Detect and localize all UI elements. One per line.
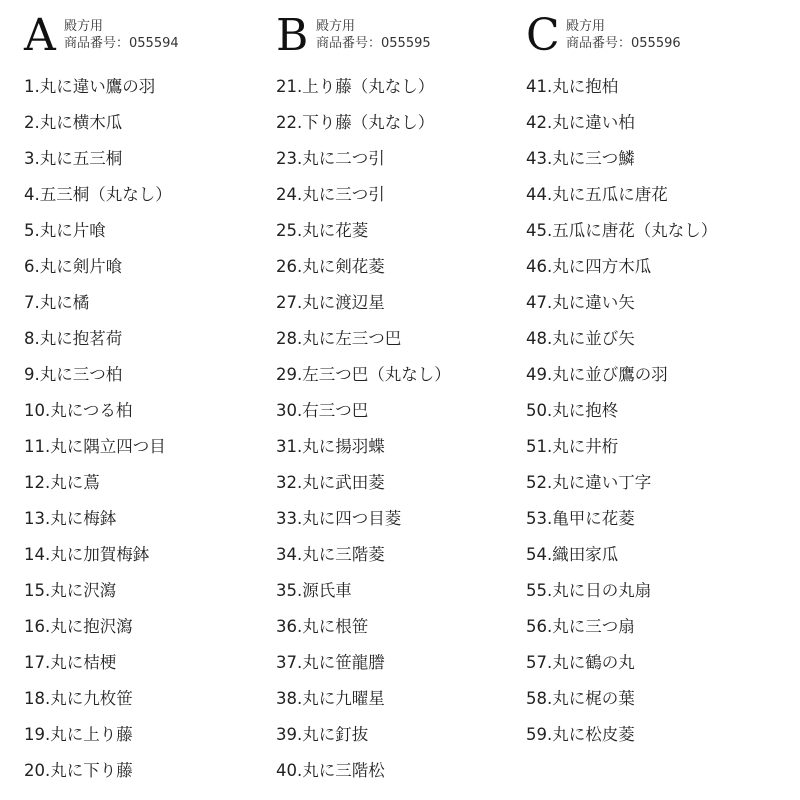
- list-item: 22.下り藤（丸なし）: [276, 113, 435, 132]
- list-item: 36.丸に根笹: [276, 617, 369, 636]
- list-item: 9.丸に三つ柏: [24, 365, 123, 384]
- list-item: 4.五三桐（丸なし）: [24, 185, 172, 204]
- item-list: [526, 69, 717, 753]
- list-item: 34.丸に三階菱: [276, 545, 385, 564]
- item-list: [24, 69, 172, 789]
- product-code: 商品番号：055596: [566, 36, 681, 51]
- list-item: 43.丸に三つ鱗: [526, 149, 635, 168]
- list-item: 8.丸に抱茗荷: [24, 329, 123, 348]
- list-item: 10.丸につる柏: [24, 401, 133, 420]
- list-item: 51.丸に井桁: [526, 437, 619, 456]
- list-item: 21.上り藤（丸なし）: [276, 77, 435, 96]
- list-item: 32.丸に武田菱: [276, 473, 385, 492]
- name-label: 殿方用: [316, 19, 356, 34]
- list-item: 14.丸に加賀梅鉢: [24, 545, 150, 564]
- list-item: 6.丸に剣片喰: [24, 257, 123, 276]
- list-item: 7.丸に橘: [24, 293, 90, 312]
- list-item: 57.丸に鶴の丸: [526, 653, 635, 672]
- list-item: 39.丸に釘抜: [276, 725, 369, 744]
- column-meta: [316, 18, 431, 52]
- list-item: 28.丸に左三つ巴: [276, 329, 402, 348]
- product-code: 商品番号：055595: [316, 36, 431, 51]
- list-item: 55.丸に日の丸扇: [526, 581, 652, 600]
- list-item: 44.丸に五瓜に唐花: [526, 185, 668, 204]
- list-item: 56.丸に三つ扇: [526, 617, 635, 636]
- list-item: 3.丸に五三桐: [24, 149, 123, 168]
- column-meta: [566, 18, 681, 52]
- list-item: 58.丸に梶の葉: [526, 689, 635, 708]
- column-letter: A: [24, 10, 56, 61]
- list-item: 46.丸に四方木瓜: [526, 257, 652, 276]
- column-meta: [64, 18, 179, 52]
- list-item: 59.丸に松皮菱: [526, 725, 635, 744]
- list-item: 16.丸に抱沢瀉: [24, 617, 133, 636]
- list-item: 40.丸に三階松: [276, 761, 385, 780]
- list-item: 31.丸に揚羽蝶: [276, 437, 385, 456]
- list-item: 11.丸に隅立四つ目: [24, 437, 166, 456]
- list-item: 13.丸に梅鉢: [24, 509, 117, 528]
- column-a: [24, 10, 274, 780]
- list-item: 42.丸に違い柏: [526, 113, 635, 132]
- item-list: [276, 69, 451, 789]
- list-item: 17.丸に桔梗: [24, 653, 117, 672]
- list-item: 47.丸に違い矢: [526, 293, 635, 312]
- list-item: 52.丸に違い丁字: [526, 473, 652, 492]
- column-header: [526, 10, 776, 64]
- list-item: 24.丸に三つ引: [276, 185, 385, 204]
- list-item: 33.丸に四つ目菱: [276, 509, 402, 528]
- list-item: 45.五瓜に唐花（丸なし）: [526, 221, 718, 240]
- list-item: 49.丸に並び鷹の羽: [526, 365, 668, 384]
- list-item: 30.右三つ巴: [276, 401, 369, 420]
- list-item: 29.左三つ巴（丸なし）: [276, 365, 451, 384]
- list-item: 41.丸に抱柏: [526, 77, 619, 96]
- column-b: [276, 10, 526, 780]
- list-item: 25.丸に花菱: [276, 221, 369, 240]
- name-label: 殿方用: [64, 19, 104, 34]
- list-item: 37.丸に笹龍謄: [276, 653, 385, 672]
- list-item: 18.丸に九枚笹: [24, 689, 133, 708]
- list-item: 48.丸に並び矢: [526, 329, 635, 348]
- list-item: 2.丸に横木瓜: [24, 113, 123, 132]
- list-item: 1.丸に違い鷹の羽: [24, 77, 156, 96]
- list-item: 54.織田家瓜: [526, 545, 619, 564]
- column-header: [24, 10, 274, 64]
- list-item: 35.源氏車: [276, 581, 352, 600]
- column-letter: C: [526, 10, 560, 61]
- list-item: 38.丸に九曜星: [276, 689, 385, 708]
- column-header: [276, 10, 526, 64]
- list-item: 20.丸に下り藤: [24, 761, 133, 780]
- list-item: 53.亀甲に花菱: [526, 509, 635, 528]
- list-item: 23.丸に二つ引: [276, 149, 385, 168]
- list-item: 50.丸に抱柊: [526, 401, 619, 420]
- list-item: 15.丸に沢瀉: [24, 581, 117, 600]
- column-letter: B: [276, 10, 309, 61]
- list-item: 5.丸に片喰: [24, 221, 106, 240]
- product-code: 商品番号：055594: [64, 36, 179, 51]
- list-item: 19.丸に上り藤: [24, 725, 133, 744]
- column-c: [526, 10, 776, 744]
- list-item: 12.丸に蔦: [24, 473, 100, 492]
- list-item: 26.丸に剣花菱: [276, 257, 385, 276]
- list-item: 27.丸に渡辺星: [276, 293, 385, 312]
- name-label: 殿方用: [566, 19, 606, 34]
